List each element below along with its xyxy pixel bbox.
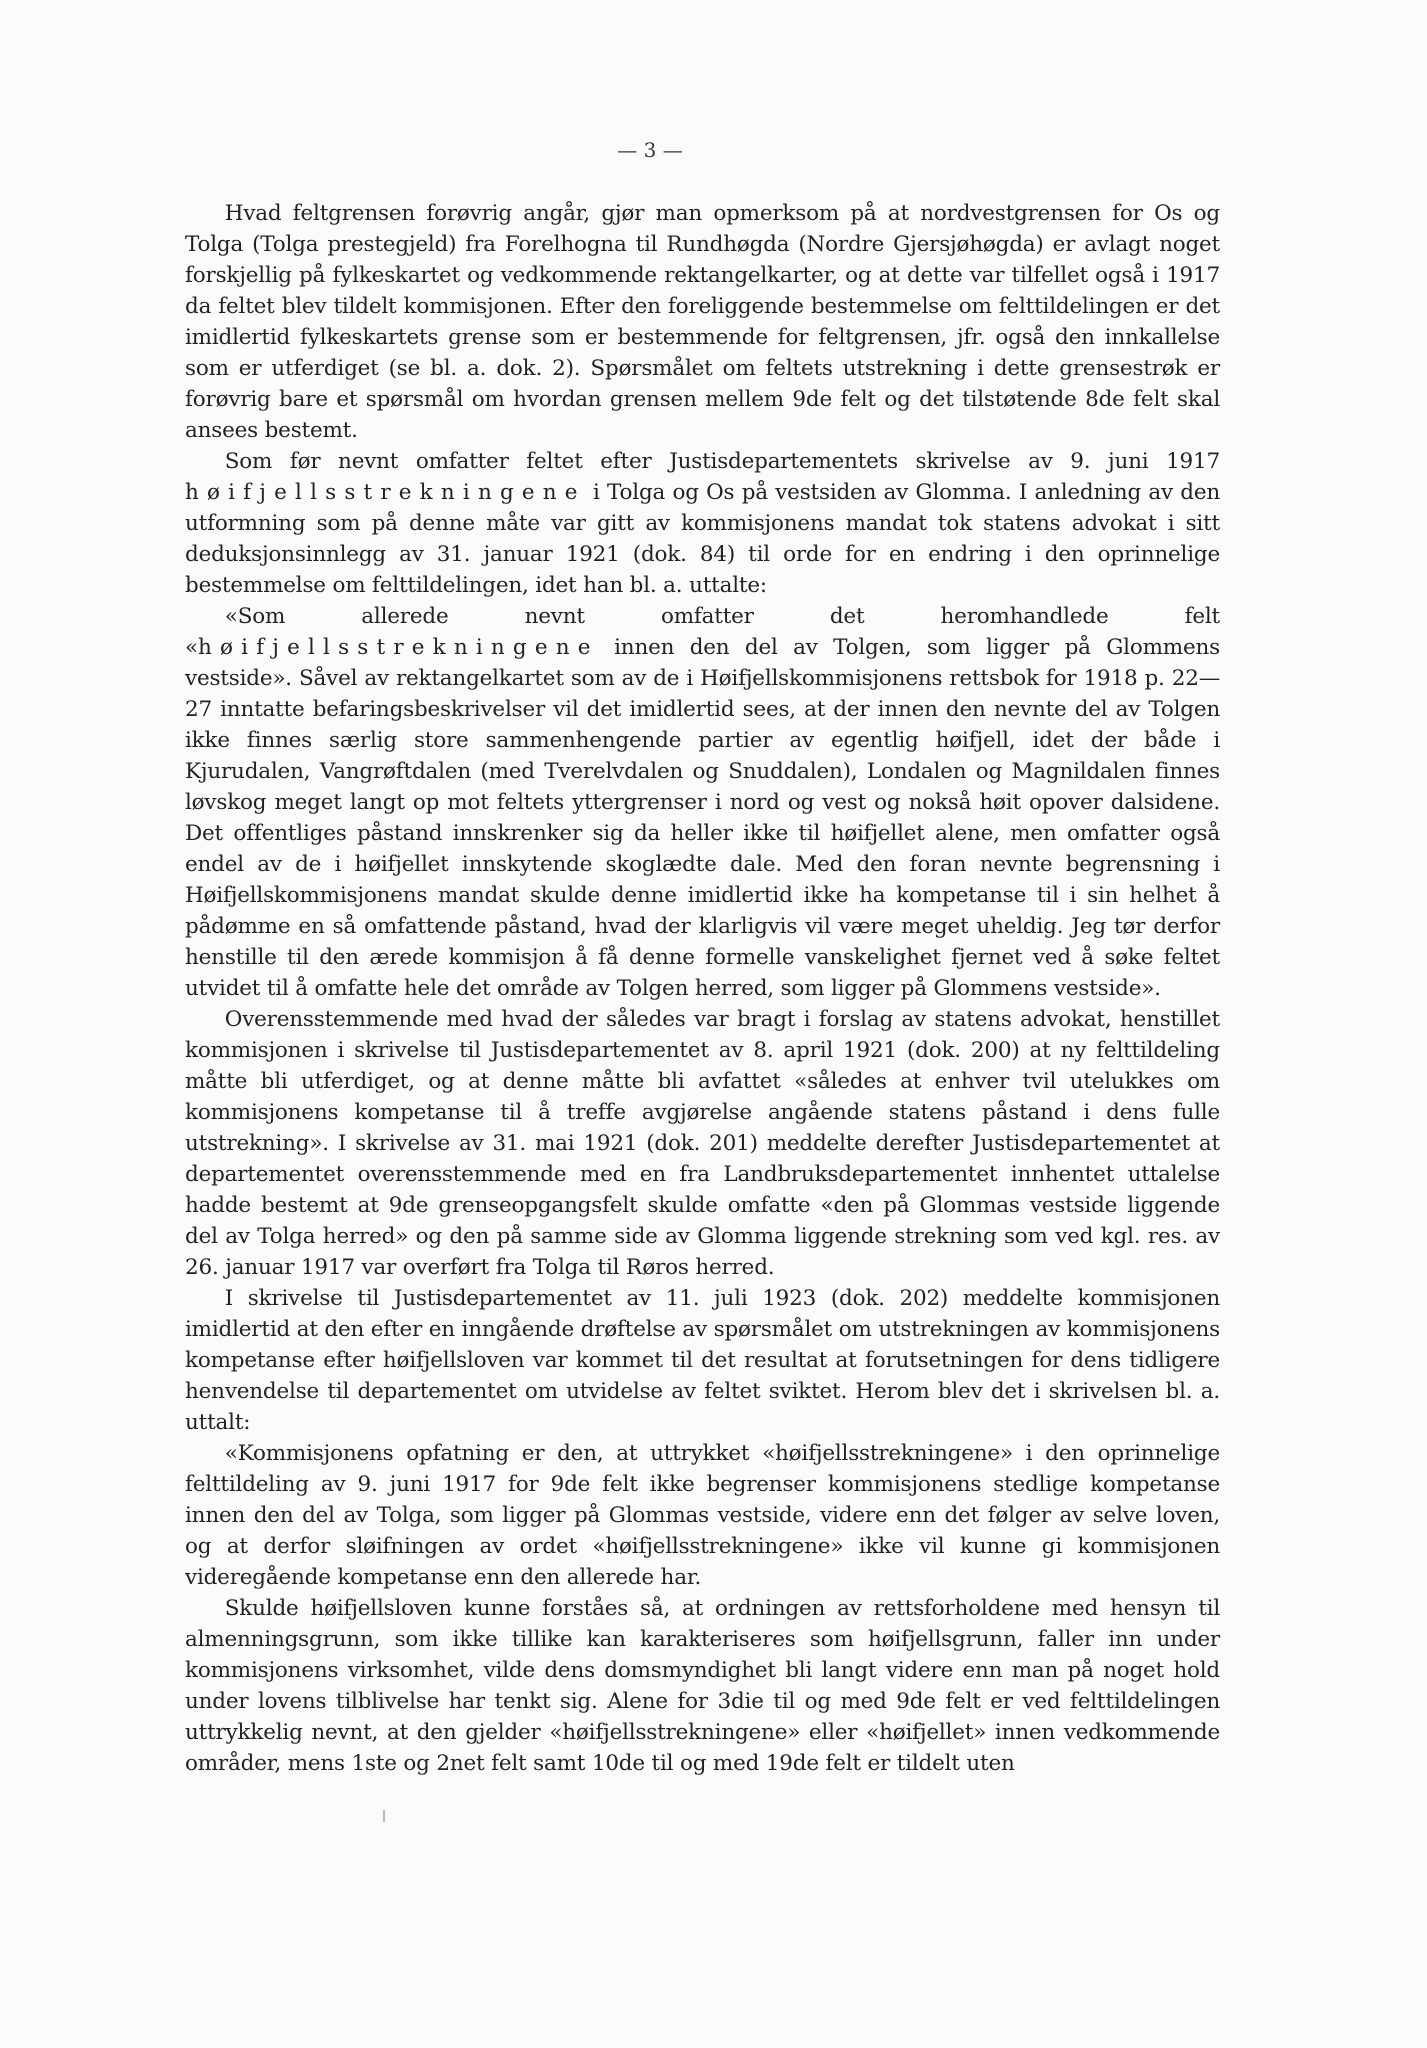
spaced-emphasis-term: høifjellsstrekningene: [185, 480, 586, 505]
paragraph-2-text-b: i Tolga og Os på vestsiden av Glomma. I anledning av den utformning som på denne måte var gitt av kommisjonens mandat tok statens advokat i sitt deduksjonsinnlegg av 31. januar 1921 (dok. 84) til orde for en endring i den oprinnelige bestemmelse om felttildelingen, idet han bl. a. uttalte:: [185, 480, 1220, 598]
paragraph-3-text-a: «Som allerede nevnt omfatter det heromhandlede felt «: [185, 604, 1220, 660]
paragraph-5: I skrivelse til Justisdepartementet av 11. juli 1923 (dok. 202) meddelte kommisjonen imidlertid at den efter en inngående drøftelse av spørsmålet om utstrekningen av kommisjonens kompetanse efter høifjellsloven var kommet til det resultat at forutsetningen for dens tidligere henvendelse til departementet om utvidelse av feltet sviktet. Herom blev det i skrivelsen bl. a. uttalt:: [185, 1286, 1220, 1435]
paragraph-3-text-b: innen den del av Tolgen, som ligger på Glommens vestside». Såvel av rektangelkartet som av de i Høifjellskommisjonens rettsbok for 1918 p. 22—27 inntatte befaringsbeskrivelser vil det imidlertid sees, at der innen den nevnte del av Tolgen ikke finnes særlig store sammenhengende partier av egentlig høifjell, idet der både i Kjurudalen, Vangrøftdalen (med Tverelvdalen og Snuddalen), Londalen og Magnildalen finnes løvskog meget langt op mot feltets yttergrenser i nord og vest og nokså høit opover dalsidene. Det offentliges påstand innskrenker sig da heller ikke til høifjellet alene, men omfatter også endel av de i høifjellet innskytende skoglædte dale. Med den foran nevnte begrensning i Høifjellskommisjonens mandat skulde denne imidlertid ikke ha kompetanse til i sin helhet å pådømme en så omfattende påstand, hvad der klarligvis vil være meget uheldig. Jeg tør derfor henstille til den ærede kommisjon å få denne formelle vanskelighet fjernet ved å søke feltet utvidet til å omfatte hele det område av Tolgen herred, som ligger på Glommens vestside».: [185, 635, 1220, 1001]
paragraph-2-text-a: Som før nevnt omfatter feltet efter Justisdepartementets skrivelse av 9. juni 1917: [224, 449, 1220, 474]
scan-mark: [383, 1810, 385, 1822]
document-page: [185, 132, 1220, 1779]
page-number: — 3 —: [617, 138, 683, 162]
paragraph-7: Skulde høifjellsloven kunne forståes så, at ordningen av rettsforholdene med hensyn til almenningsgrunn, som ikke tillike kan karakteriseres som høifjellsgrunn, faller inn under kommisjonens virksomhet, vilde dens domsmyndighet bli langt videre enn man på noget hold under lovens tilblivelse har tenkt sig. Alene for 3die til og med 9de felt er ved felttildelingen uttrykkelig nevnt, at den gjelder «høifjellsstrekningene» eller «høifjellet» innen vedkommende områder, mens 1ste og 2net felt samt 10de til og med 19de felt er tildelt uten: [185, 1596, 1220, 1776]
paragraph-6-quote: «Kommisjonens opfatning er den, at uttrykket «høifjellsstrekningene» i den oprinnelige felttildeling av 9. juni 1917 for 9de felt ikke begrenser kommisjonens stedlige kompetanse innen den del av Tolga, som ligger på Glommas vestside, videre enn det følger av selve loven, og at derfor sløifningen av ordet «høifjellsstrekningene» ikke vil kunne gi kommisjonen videregående kompetanse enn den allerede har.: [185, 1441, 1220, 1590]
paragraph-3-quote: [185, 601, 1220, 1004]
spaced-emphasis-term: høifjellsstrekningene: [197, 635, 599, 660]
paragraph-2: [185, 446, 1220, 601]
paragraph-1: Hvad feltgrensen forøvrig angår, gjør man opmerksom på at nordvestgrensen for Os og Tolga (Tolga prestegjeld) fra Forelhogna til Rundhøgda (Nordre Gjersjøhøgda) er avlagt noget forskjellig på fylkeskartet og vedkommende rektangelkarter, og at dette var tilfellet også i 1917 da feltet blev tildelt kommisjonen. Efter den foreliggende bestemmelse om felttildelingen er det imidlertid fylkeskartets grense som er bestemmende for feltgrensen, jfr. også den innkallelse som er utferdiget (se bl. a. dok. 2). Spørsmålet om feltets utstrekning i dette grensestrøk er forøvrig bare et spørsmål om hvordan grensen mellem 9de felt og det tilstøtende 8de felt skal ansees bestemt.: [185, 201, 1220, 443]
body-text: [185, 198, 1220, 1779]
paragraph-4: Overensstemmende med hvad der således var bragt i forslag av statens advokat, henstillet kommisjonen i skrivelse til Justisdepartementet av 8. april 1921 (dok. 200) at ny felttildeling måtte bli utferdiget, og at denne måtte bli avfattet «således at enhver tvil utelukkes om kommisjonens kompetanse til å treffe avgjørelse angående statens påstand i dens fulle utstrekning». I skrivelse av 31. mai 1921 (dok. 201) meddelte derefter Justisdepartementet at departementet overensstemmende med en fra Landbruksdepartementet innhentet uttalelse hadde bestemt at 9de grenseopgangsfelt skulde omfatte «den på Glommas vestside liggende del av Tolga herred» og den på samme side av Glomma liggende strekning som ved kgl. res. av 26. januar 1917 var overført fra Tolga til Røros herred.: [185, 1007, 1220, 1280]
